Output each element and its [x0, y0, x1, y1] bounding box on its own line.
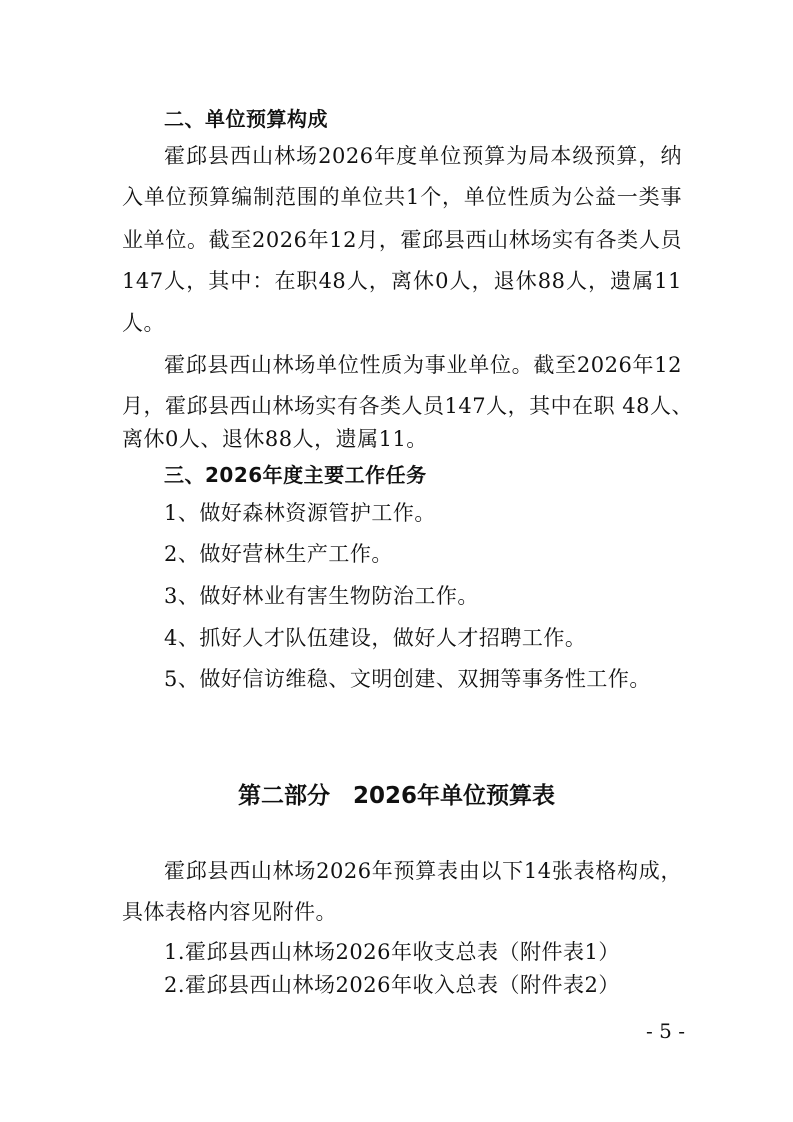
- part-title: 第二部分 2026年单位预算表: [237, 783, 555, 809]
- paragraph-line: 离休0人、退休88人，遗属11。: [122, 427, 428, 451]
- table-list-item: 2.霍邱县西山林场2026年收入总表（附件表2）: [164, 973, 620, 997]
- paragraph-line: 霍邱县西山林场单位性质为事业单位。截至2026年12: [164, 353, 682, 377]
- task-item: 1、做好森林资源管护工作。: [164, 501, 436, 525]
- page-number: - 5 -: [646, 1019, 685, 1043]
- paragraph-line: 入单位预算编制范围的单位共1个，单位性质为公益一类事: [122, 185, 682, 209]
- paragraph-line: 具体表格内容见附件。: [122, 900, 337, 924]
- paragraph-line: 人。: [122, 311, 165, 335]
- task-item: 5、做好信访维稳、文明创建、双拥等事务性工作。: [164, 667, 651, 691]
- task-item: 3、做好林业有害生物防治工作。: [164, 584, 479, 608]
- task-item: 2、做好营林生产工作。: [164, 542, 393, 566]
- task-item: 4、抓好人才队伍建设，做好人才招聘工作。: [164, 626, 587, 650]
- section-heading-work-tasks: 三、2026年度主要工作任务: [164, 463, 427, 487]
- paragraph-line: 业单位。截至2026年12月，霍邱县西山林场实有各类人员: [122, 228, 682, 252]
- paragraph-line: 147人，其中：在职48人，离休0人，退休88人，遗属11: [122, 269, 682, 293]
- paragraph-line: 月，霍邱县西山林场实有各类人员147人，其中在职 48人、: [122, 394, 693, 418]
- table-list-item: 1.霍邱县西山林场2026年收支总表（附件表1）: [164, 940, 620, 964]
- paragraph-line: 霍邱县西山林场2026年预算表由以下14张表格构成，: [164, 859, 682, 883]
- section-heading-budget-structure: 二、单位预算构成: [164, 107, 328, 131]
- paragraph-line: 霍邱县西山林场2026年度单位预算为局本级预算，纳: [164, 144, 682, 168]
